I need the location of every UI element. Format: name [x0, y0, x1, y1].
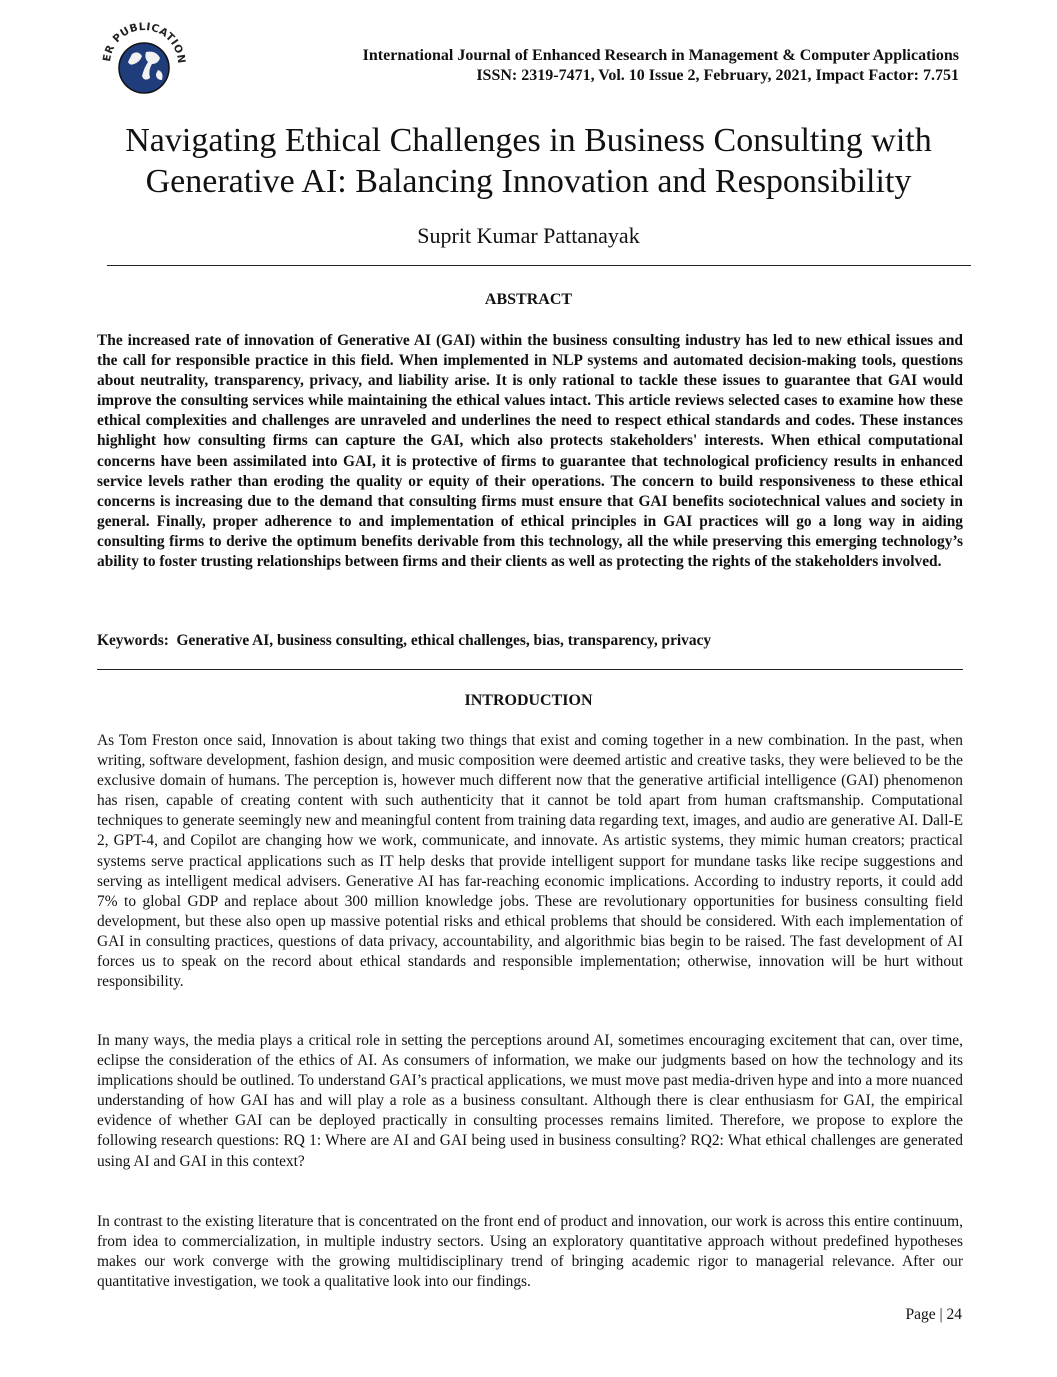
journal-issn: ISSN: 2319-7471, Vol. 10 Issue 2, February, 2021, Impact Factor: 7.751: [476, 67, 959, 84]
abstract-text: The increased rate of innovation of Generative AI (GAI) within the business consulting industry has led to new ethical issues and the call for responsible practice in this field. When implemented in NLP systems and automated decision-making tools, questions about neutrality, transparency, privacy, and liability arise. It is only rational to tackle these issues to guarantee that GAI would improve the consulting services while maintaining the ethical values intact. This article reviews selected cases to examine how these ethical complexities and challenges are unraveled and underlines the need to respect ethical standards and codes. These instances highlight how consulting firms can capture the GAI, which also protects stakeholders' interests. When ethical computational concerns have been assimilated into GAI, it is protective of firms to guarantee that technological proficiency results in enhanced service levels rather than eroding the quality or equity of their operations. The concern to build responsiveness to these ethical concerns is increasing due to the demand that consulting firms must ensure that GAI benefits sociotechnical values and society in general. Finally, proper adherence to and implementation of ethical principles in GAI practices will go a long way in aiding consulting firms to derive the optimum benefits derivable from this technology, all the while preserving this emerging technology’s ability to foster trusting relationships between firms and their clients as well as protecting the rights of the stakeholders involved.: [97, 332, 963, 571]
author-name: Suprit Kumar Pattanayak: [417, 223, 640, 248]
introduction-heading: INTRODUCTION: [464, 692, 593, 709]
intro-paragraph-3: In contrast to the existing literature that is concentrated on the front end of product and innovation, our work is across this entire continuum, from idea to commercialization, in multiple industry sectors. Using an exploratory quantitative approach without predefined hypotheses makes our work converge with the growing multidisciplinary trend of bringing academic rigor to managerial relevance. After our quantitative investigation, we took a qualitative look into our findings.: [97, 1213, 963, 1291]
page-number: Page | 24: [905, 1306, 962, 1323]
svg-text:ER PUBLICATIONS: ER PUBLICATION: [100, 20, 188, 65]
title-line-1: Navigating Ethical Challenges in Business Consulting with: [125, 122, 932, 159]
journal-name: International Journal of Enhanced Research in Management & Computer Applications: [362, 47, 959, 64]
keywords-label: Keywords:: [97, 632, 169, 649]
paper-title: [60, 120, 997, 202]
abstract-divider: [97, 669, 963, 670]
intro-paragraph-1: As Tom Freston once said, Innovation is about taking two things that exist and coming together in a new combination. In the past, when writing, software development, fashion design, and music composition were deemed artistic and creative tasks, they were believed to be the exclusive domain of humans. The perception is, however much different now that the generative artificial intelligence (GAI) phenomenon has risen, capable of creating content with such authenticity that it cannot be told apart from human craftsmanship. Computational techniques to generate seemingly new and meaningful content from training data regarding text, images, and audio are generative AI. Dall-E 2, GPT-4, and Copilot are changing how we work, communicate, and innovate. As artistic systems, they mimic human creators; practical systems serve practical applications such as IT help desks that provide intelligent support for mundane tasks like recipe suggestions and serving as intelligent medical advisers. Generative AI has far-reaching economic implications. According to industry reports, it could add 7% to global GDP and replace about 300 million knowledge jobs. These are revolutionary opportunities for business consulting field development, but these also open up massive potential risks and ethical problems that should be considered. With each implementation of GAI in consulting practices, questions of data privacy, accountability, and algorithmic bias begin to be raised. The fast development of AI forces us to speak on the record about ethical standards and responsible implementation; otherwise, innovation will be hurt without responsibility.: [97, 732, 963, 991]
intro-paragraph-2: In many ways, the media plays a critical role in setting the perceptions around AI, sometimes encouraging excitement that can, over time, eclipse the consideration of the ethics of AI. As consumers of information, we make our judgments based on how the technology and its implications should be outlined. To understand GAI’s practical applications, we must move past media-driven hype and into a more nuanced understanding of how GAI has and will play a role as a business consultant. Although there is clear enthusiasm for GAI, the empirical evidence of whether GAI can be deployed practically in consulting processes remains limited. Therefore, we propose to explore the following research questions: RQ 1: Where are AI and GAI being used in business consulting? RQ2: What ethical challenges are generated using AI and GAI in this context?: [97, 1032, 963, 1170]
abstract-heading: ABSTRACT: [484, 291, 573, 308]
title-divider: [107, 265, 971, 266]
keywords-list: Generative AI, business consulting, ethical challenges, bias, transparency, privacy: [176, 632, 712, 649]
publisher-logo: [98, 14, 190, 106]
globe-logo-icon: [98, 14, 190, 106]
title-line-2: Generative AI: Balancing Innovation and Responsibility: [145, 163, 912, 200]
journal-header: [363, 46, 959, 86]
keywords-line: [97, 631, 963, 651]
